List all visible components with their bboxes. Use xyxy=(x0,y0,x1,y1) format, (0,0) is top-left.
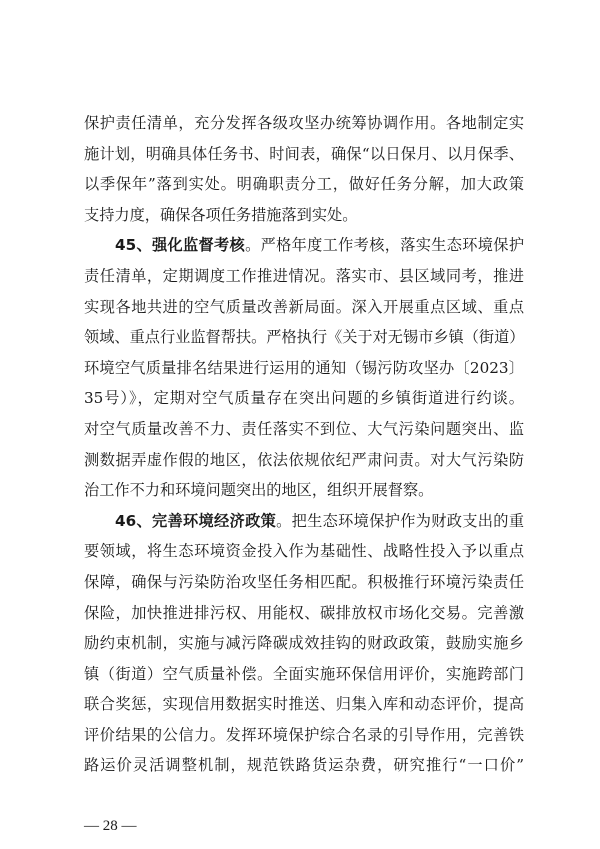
text-line: 施计划，明确具体任务书、时间表，确保“以日保月、以月保季、 xyxy=(84,144,524,163)
paragraph-45-first-line xyxy=(84,230,524,261)
text-line: 保险，加快推进排污权、用能权、碳排放权市场化交易。完善激 xyxy=(84,603,524,622)
text-line: 环境空气质量排名结果进行运用的通知（锡污防攻坚办〔2023〕 xyxy=(84,358,524,377)
text-line: 镇（街道）空气质量补偿。全面实施环保信用评价，实施跨部门 xyxy=(84,664,524,683)
text-line: 治工作不力和环境问题突出的地区，组织开展督察。 xyxy=(84,481,434,500)
text-line: 对空气质量改善不力、责任落实不到位、大气污染问题突出、监 xyxy=(84,419,524,438)
text-line: 励约束机制，实施与减污降碳成效挂钩的财政政策，鼓励实施乡 xyxy=(84,634,524,653)
section-heading-45: 强化监督考核 xyxy=(151,236,246,255)
text-line: 测数据弄虚作假的地区，依法依规依纪严肃问责。对大气污染防 xyxy=(84,450,524,469)
text-line: 保护责任清单，充分发挥各级攻坚办统筹协调作用。各地制定实 xyxy=(84,114,524,132)
body-text xyxy=(84,108,524,781)
text-line: 35号）》，定期对空气质量存在突出问题的乡镇街道进行约谈。 xyxy=(84,389,524,408)
paragraph-46-first-line xyxy=(84,506,524,537)
text-line: 支持力度，确保各项任务措施落到实处。 xyxy=(84,205,358,224)
text-line: 以季保年”落到实处。明确职责分工，做好任务分解，加大政策 xyxy=(84,175,524,194)
text-line: 保障，确保与污染防治攻坚任务相匹配。积极推行环境污染责任 xyxy=(84,572,524,591)
text-line: 联合奖惩，实现信用数据实时推送、归集入库和动态评价，提高 xyxy=(84,695,524,714)
page-number: — 28 — xyxy=(84,818,137,834)
text-line: 领域、重点行业监督帮扶。严格执行《关于对无锡市乡镇（街道） xyxy=(84,328,525,347)
section-heading-46: 完善环境经济政策 xyxy=(151,511,277,530)
text-line: 要领域，将生态环境资金投入作为基础性、战略性投入予以重点 xyxy=(84,542,524,561)
text-line: 评价结果的公信力。发挥环境保护综合名录的引导作用，完善铁 xyxy=(84,725,524,744)
text-run: 。严格年度工作考核，落实生态环境保护 xyxy=(245,236,525,255)
text-line: 责任清单，定期调度工作推进情况。落实市、县区域同考，推进 xyxy=(84,266,524,285)
text-run: 。把生态环境保护作为财政支出的重 xyxy=(276,511,525,530)
section-number-45: 45、 xyxy=(115,236,152,255)
text-line: 路运价灵活调整机制，规范铁路货运杂费，研究推行“一口价” xyxy=(84,756,524,775)
section-number-46: 46、 xyxy=(115,511,152,530)
text-line: 实现各地共进的空气质量改善新局面。深入开展重点区域、重点 xyxy=(84,297,524,316)
